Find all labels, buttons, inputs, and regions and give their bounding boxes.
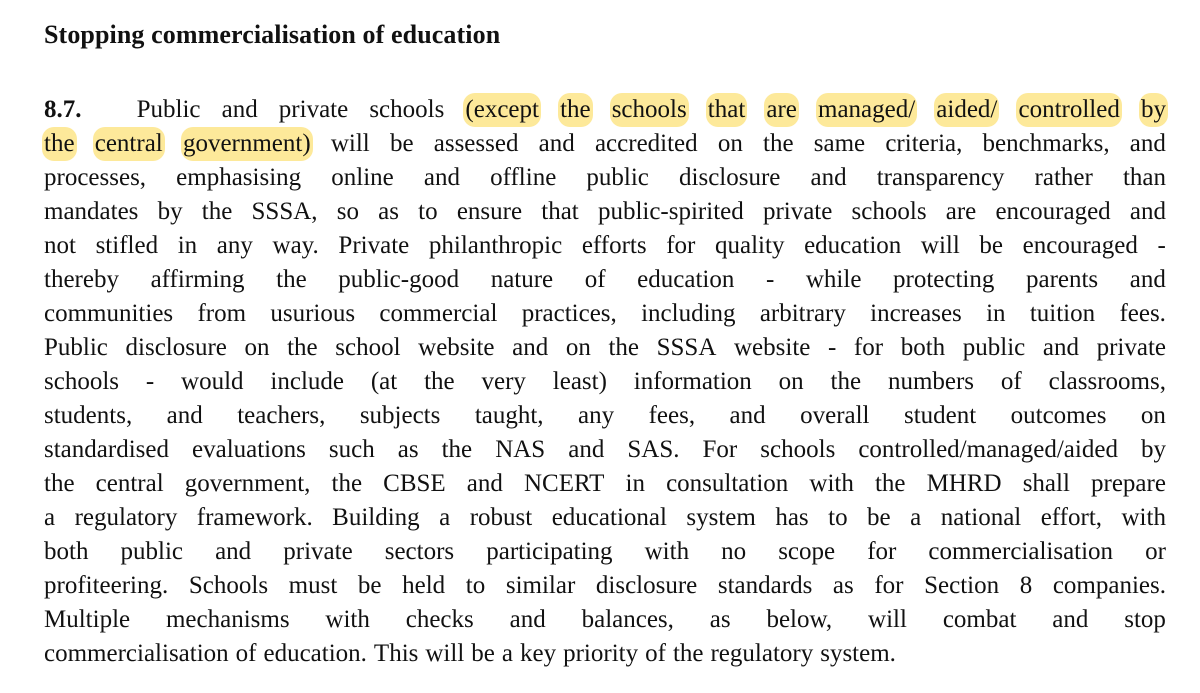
word: for xyxy=(853,334,884,361)
highlighted-word: controlled xyxy=(1016,93,1121,127)
highlighted-word: schools xyxy=(610,93,689,127)
word: private xyxy=(1096,334,1166,361)
word: Private xyxy=(338,232,410,259)
word: sectors xyxy=(384,538,455,565)
paragraph-line xyxy=(44,467,1166,501)
paragraph-line xyxy=(44,433,1166,467)
word: and xyxy=(509,606,546,633)
word: stop xyxy=(1124,606,1166,633)
word: with xyxy=(1121,504,1166,531)
word: effort, xyxy=(1040,504,1103,531)
word: encouraged xyxy=(995,198,1111,225)
word: mechanisms xyxy=(165,606,290,633)
word: and xyxy=(215,538,252,565)
word: standardised xyxy=(44,436,169,463)
word: the xyxy=(276,266,307,293)
word: educational xyxy=(551,504,667,531)
word: including xyxy=(641,300,736,327)
word: in xyxy=(625,470,645,497)
word: consultation xyxy=(666,470,789,497)
word: public-spirited xyxy=(597,198,744,225)
word: include xyxy=(270,368,344,395)
highlighted-word: the xyxy=(42,127,77,161)
word: commercial xyxy=(379,300,498,327)
word: on xyxy=(778,368,804,395)
word: profiteering. xyxy=(44,572,169,599)
word: stifled xyxy=(95,232,159,259)
word: Public xyxy=(44,334,108,361)
word: philanthropic xyxy=(428,232,563,259)
word: very xyxy=(481,368,526,395)
word: public xyxy=(962,334,1026,361)
word: as xyxy=(397,436,419,463)
paragraph-line xyxy=(44,195,1166,229)
paragraph-line xyxy=(44,365,1166,399)
word: key xyxy=(520,640,557,667)
word: This xyxy=(373,640,419,667)
word: website xyxy=(734,334,811,361)
paragraph-line xyxy=(44,127,1166,161)
word: regulatory xyxy=(74,504,178,531)
section-paragraph xyxy=(44,93,1166,671)
word: usurious xyxy=(270,300,356,327)
word: emphasising xyxy=(176,164,302,191)
word: practices, xyxy=(521,300,617,327)
word: will xyxy=(920,232,960,259)
word: public xyxy=(120,538,184,565)
word: framework. xyxy=(196,504,313,531)
word: scope xyxy=(778,538,836,565)
word: the xyxy=(44,470,75,497)
word: rather xyxy=(1034,164,1093,191)
word: Section xyxy=(924,572,1000,599)
word: the xyxy=(763,130,794,157)
word: increases xyxy=(870,300,962,327)
word: for xyxy=(867,538,897,565)
word: priority xyxy=(563,640,639,667)
word: accredited xyxy=(594,130,698,157)
word: commercialisation xyxy=(44,640,229,667)
word: way. xyxy=(272,232,319,259)
word: the xyxy=(672,640,704,667)
word: criteria, xyxy=(885,130,963,157)
highlighted-word: government) xyxy=(181,127,313,161)
word: numbers xyxy=(887,368,975,395)
word: encouraged xyxy=(1022,232,1138,259)
word: public xyxy=(586,164,649,191)
highlighted-word: the xyxy=(558,93,593,127)
word: teachers, xyxy=(237,402,326,429)
word: and xyxy=(810,164,847,191)
paragraph-line xyxy=(44,331,1166,365)
word: education. xyxy=(263,640,367,667)
word: SSSA xyxy=(656,334,717,361)
word: SAS. xyxy=(627,436,680,463)
word: For xyxy=(702,436,738,463)
word: affirming xyxy=(150,266,245,293)
word: offline xyxy=(490,164,557,191)
word: participating xyxy=(486,538,613,565)
word: the xyxy=(287,334,318,361)
word: mandates xyxy=(44,198,139,225)
word: MHRD xyxy=(926,470,1002,497)
word: 8 xyxy=(1019,572,1033,599)
word: controlled/managed/aided xyxy=(858,436,1118,463)
word: education xyxy=(637,266,735,293)
word: are xyxy=(945,198,977,225)
word: Building xyxy=(332,504,420,531)
word: parents xyxy=(1025,266,1099,293)
word: school xyxy=(335,334,401,361)
word: nature xyxy=(490,266,554,293)
word: the xyxy=(874,470,906,497)
word: a xyxy=(501,640,513,667)
word: private xyxy=(762,198,833,225)
word: not xyxy=(44,232,76,259)
word: any xyxy=(216,232,253,259)
word: disclosure xyxy=(125,334,227,361)
paragraph-line xyxy=(44,93,1166,127)
word: a xyxy=(439,504,451,531)
word: of xyxy=(584,266,606,293)
word: public-good xyxy=(338,266,460,293)
word: as xyxy=(832,572,854,599)
word: commercialisation xyxy=(928,538,1114,565)
word: shall xyxy=(1022,470,1070,497)
word: disclosure xyxy=(595,572,698,599)
word: regulatory xyxy=(710,640,814,667)
word: to xyxy=(828,504,848,531)
paragraph-line xyxy=(44,297,1166,331)
word: and xyxy=(1042,334,1079,361)
word: balances, xyxy=(581,606,674,633)
word: student xyxy=(903,402,977,429)
word: of xyxy=(645,640,666,667)
word: least) xyxy=(552,368,607,395)
word: with xyxy=(325,606,370,633)
word: such xyxy=(328,436,375,463)
paragraph-line xyxy=(44,535,1166,569)
word: be xyxy=(357,572,382,599)
paragraph-line xyxy=(44,161,1166,195)
paragraph-line xyxy=(44,501,1166,535)
word: the xyxy=(201,198,233,225)
word: while xyxy=(805,266,862,293)
word: by xyxy=(157,198,183,225)
word: private xyxy=(278,96,349,123)
word: central xyxy=(95,470,164,497)
word: of xyxy=(235,640,257,667)
word: of xyxy=(1000,368,1022,395)
word: the xyxy=(441,436,473,463)
word: fees, xyxy=(648,402,696,429)
section-number: 8.7. xyxy=(44,96,82,123)
word: has xyxy=(775,504,809,531)
word: that xyxy=(541,198,579,225)
word: and xyxy=(568,436,605,463)
word: national xyxy=(940,504,1022,531)
word: as xyxy=(378,198,399,225)
word: transparency xyxy=(876,164,1005,191)
word: to xyxy=(418,198,438,225)
word: on xyxy=(717,130,743,157)
word: subjects xyxy=(359,402,441,429)
word: system xyxy=(686,504,756,531)
word: for xyxy=(666,232,696,259)
word: outcomes xyxy=(1010,402,1107,429)
word: education xyxy=(804,232,902,259)
highlighted-word: by xyxy=(1139,93,1168,127)
word: in xyxy=(177,232,198,259)
word: companies. xyxy=(1052,572,1166,599)
word: protecting xyxy=(893,266,995,293)
word: checks xyxy=(405,606,474,633)
word: government, xyxy=(184,470,311,497)
word: on xyxy=(565,334,591,361)
word: would xyxy=(181,368,244,395)
word: schools xyxy=(44,368,119,395)
word: evaluations xyxy=(192,436,306,463)
word: thereby xyxy=(44,266,119,293)
word: fees. xyxy=(1119,300,1166,327)
word: will xyxy=(425,640,465,667)
word: the xyxy=(424,368,455,395)
word: will xyxy=(868,606,907,633)
word: in xyxy=(986,300,1006,327)
word: Schools xyxy=(188,572,269,599)
highlighted-word: managed/ xyxy=(816,93,917,127)
section-heading: Stopping commercialisation of education xyxy=(44,20,501,49)
word: below, xyxy=(766,606,833,633)
word: held xyxy=(402,572,446,599)
word: combat xyxy=(942,606,1017,633)
word: than xyxy=(1122,164,1166,191)
word: and xyxy=(538,130,575,157)
word: arbitrary xyxy=(759,300,846,327)
word: any xyxy=(578,402,615,429)
highlighted-word: central xyxy=(93,127,165,161)
word: and xyxy=(1129,266,1166,293)
word: the xyxy=(331,470,363,497)
word: prepare xyxy=(1091,470,1166,497)
word: disclosure xyxy=(679,164,781,191)
paragraph-line xyxy=(44,263,1166,297)
word: and xyxy=(1129,198,1166,225)
word: - xyxy=(145,368,155,395)
word: standards xyxy=(717,572,813,599)
word: from xyxy=(197,300,247,327)
word: taught, xyxy=(474,402,544,429)
word: the xyxy=(608,334,640,361)
word: and xyxy=(166,402,203,429)
word: communities xyxy=(44,300,174,327)
paragraph-line xyxy=(44,569,1166,603)
word: be xyxy=(389,130,414,157)
word: students, xyxy=(44,402,133,429)
word: so xyxy=(336,198,359,225)
word: with xyxy=(809,470,854,497)
word: and xyxy=(1052,606,1089,633)
paragraph-line xyxy=(44,603,1166,637)
highlighted-word: that xyxy=(706,93,748,127)
word: and xyxy=(221,96,258,123)
word: processes, xyxy=(44,164,147,191)
word: Multiple xyxy=(44,606,131,633)
word: SSSA, xyxy=(251,198,318,225)
word: website xyxy=(418,334,495,361)
word: quality xyxy=(715,232,785,259)
word: private xyxy=(283,538,353,565)
word: and xyxy=(512,334,549,361)
word: (at xyxy=(370,368,398,395)
word: must xyxy=(288,572,338,599)
highlighted-word: aided/ xyxy=(934,93,999,127)
word: information xyxy=(633,368,752,395)
word: and xyxy=(1129,130,1166,157)
word: or xyxy=(1145,538,1166,565)
word: a xyxy=(910,504,922,531)
word: - xyxy=(765,266,775,293)
highlighted-word: are xyxy=(764,93,799,127)
word: by xyxy=(1140,436,1166,463)
word: on xyxy=(1140,402,1166,429)
word: on xyxy=(244,334,270,361)
word: and xyxy=(729,402,766,429)
word: no xyxy=(721,538,747,565)
word: the xyxy=(830,368,862,395)
word: be xyxy=(979,232,1004,259)
word: system. xyxy=(820,640,896,667)
word: both xyxy=(900,334,946,361)
word: overall xyxy=(800,402,870,429)
word: efforts xyxy=(581,232,647,259)
document-page xyxy=(44,14,1166,671)
word: - xyxy=(1157,232,1166,259)
word: schools xyxy=(369,96,445,123)
word: be xyxy=(867,504,891,531)
word: with xyxy=(644,538,690,565)
word: same xyxy=(813,130,866,157)
word: both xyxy=(44,538,89,565)
word: as xyxy=(709,606,731,633)
word: benchmarks, xyxy=(982,130,1110,157)
word: Public xyxy=(136,96,201,123)
word: similar xyxy=(505,572,576,599)
word: assessed xyxy=(433,130,519,157)
paragraph-line xyxy=(44,399,1166,433)
word: a xyxy=(44,504,56,531)
word: online xyxy=(331,164,394,191)
word: NAS xyxy=(495,436,546,463)
word: CBSE xyxy=(383,470,446,497)
word: classrooms, xyxy=(1048,368,1166,395)
paragraph-line xyxy=(44,637,1166,671)
word: tuition xyxy=(1029,300,1096,327)
word: will xyxy=(330,130,370,157)
word: NCERT xyxy=(523,470,605,497)
word: be xyxy=(471,640,495,667)
word: robust xyxy=(469,504,533,531)
word: and xyxy=(423,164,460,191)
word: and xyxy=(466,470,503,497)
word: schools xyxy=(851,198,927,225)
word: for xyxy=(874,572,904,599)
paragraph-line xyxy=(44,229,1166,263)
word: schools xyxy=(760,436,836,463)
word: - xyxy=(827,334,837,361)
word: ensure xyxy=(456,198,523,225)
word: to xyxy=(465,572,486,599)
highlighted-word: (except xyxy=(463,93,541,127)
